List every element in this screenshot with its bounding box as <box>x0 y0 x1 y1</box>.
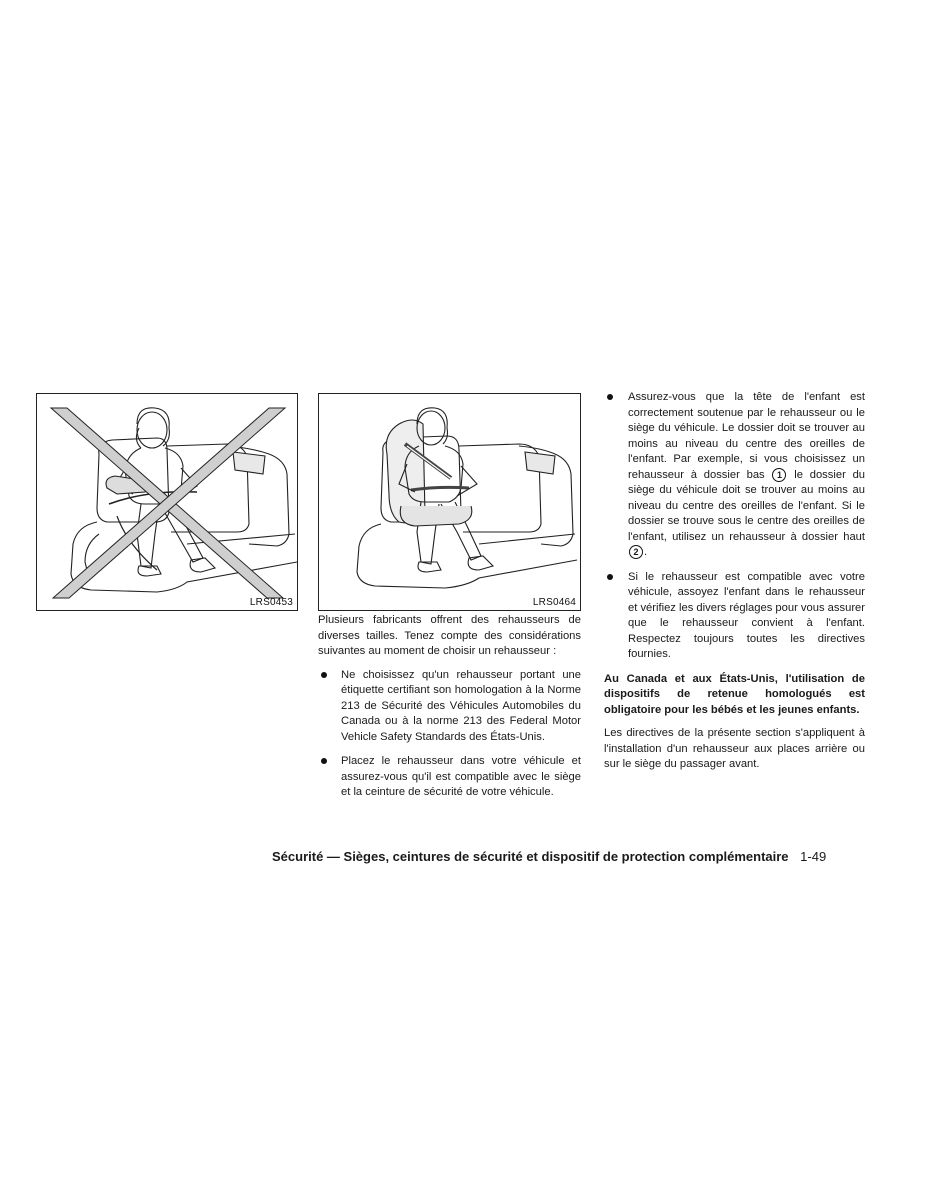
page-footer <box>272 849 867 864</box>
list-item <box>318 754 581 801</box>
bullet-icon <box>321 758 327 764</box>
bullet-text-part2: le dossier du siège du véhicule doit se trouver au moins au niveau du centre des oreilles de l'enfant. Si le dossier se trouve sous le centre des oreilles de l'enfant, utilisez un rehausseur à dossier haut <box>628 468 866 543</box>
intro-paragraph: Plusieurs fabricants offrent des rehausseurs de diverses tailles. Tenez compte des considérations suivantes au moment de choisir un rehausseur : <box>318 614 581 657</box>
bullet-list <box>318 668 581 801</box>
column-middle <box>318 613 581 810</box>
column-right <box>604 390 865 781</box>
bullet-icon <box>607 394 613 400</box>
bullet-text: Placez le rehausseur dans votre véhicule et assurez-vous qu'il est compatible avec le siège et la ceinture de sécurité de votre véhicule. <box>341 755 581 798</box>
marker-1-icon: 1 <box>772 468 786 482</box>
bullet-text-part1: Assurez-vous que la tête de l'enfant est correctement soutenue par le rehausseur ou le siège du véhicule. Le dossier doit se trouver au moins au niveau du centre des oreilles de l'enfant. Par exemple, si vous choisissez un rehausseur à dossier bas <box>628 391 865 481</box>
page-number: 1-49 <box>800 849 827 864</box>
booster-seat-incorrect-illustration <box>37 394 297 610</box>
figure-booster-correct <box>318 393 581 611</box>
booster-seat-correct-illustration <box>319 394 580 610</box>
bullet-text: Si le rehausseur est compatible avec votre véhicule, assoyez l'enfant dans le rehausseur et vérifiez les divers réglages pour vous assurer que le rehausseur convient à l'enfant. Respectez toujours toutes les directives fournies. <box>628 570 865 660</box>
list-item <box>604 390 865 561</box>
bullet-text-end: . <box>644 546 648 558</box>
list-item <box>318 668 581 746</box>
closing-paragraph: Les directives de la présente section s'appliquent à l'installation d'un rehausseur aux places arrière ou sur le siège du passager avant. <box>604 727 865 770</box>
bullet-icon <box>607 574 613 580</box>
marker-2-icon: 2 <box>629 545 643 559</box>
list-item <box>604 570 865 663</box>
figure-booster-incorrect <box>36 393 298 611</box>
bullet-icon <box>321 672 327 678</box>
figure-code: LRS0464 <box>532 597 576 608</box>
bullet-list <box>604 390 865 663</box>
bold-paragraph: Au Canada et aux États-Unis, l'utilisation de dispositifs de retenue homologués est obligatoire pour les bébés et les jeunes enfants. <box>604 672 865 716</box>
figure-code: LRS0453 <box>249 597 293 608</box>
bullet-text: Ne choisissez qu'un rehausseur portant une étiquette certifiant son homologation à la Norme 213 de Sécurité des Véhicules Automobiles du Canada ou à la norme 213 des Federal Motor Vehicle Safety Standards des États-Unis. <box>341 668 581 743</box>
section-title: Sécurité — Sièges, ceintures de sécurité et dispositif de protection complémentaire <box>272 849 789 864</box>
